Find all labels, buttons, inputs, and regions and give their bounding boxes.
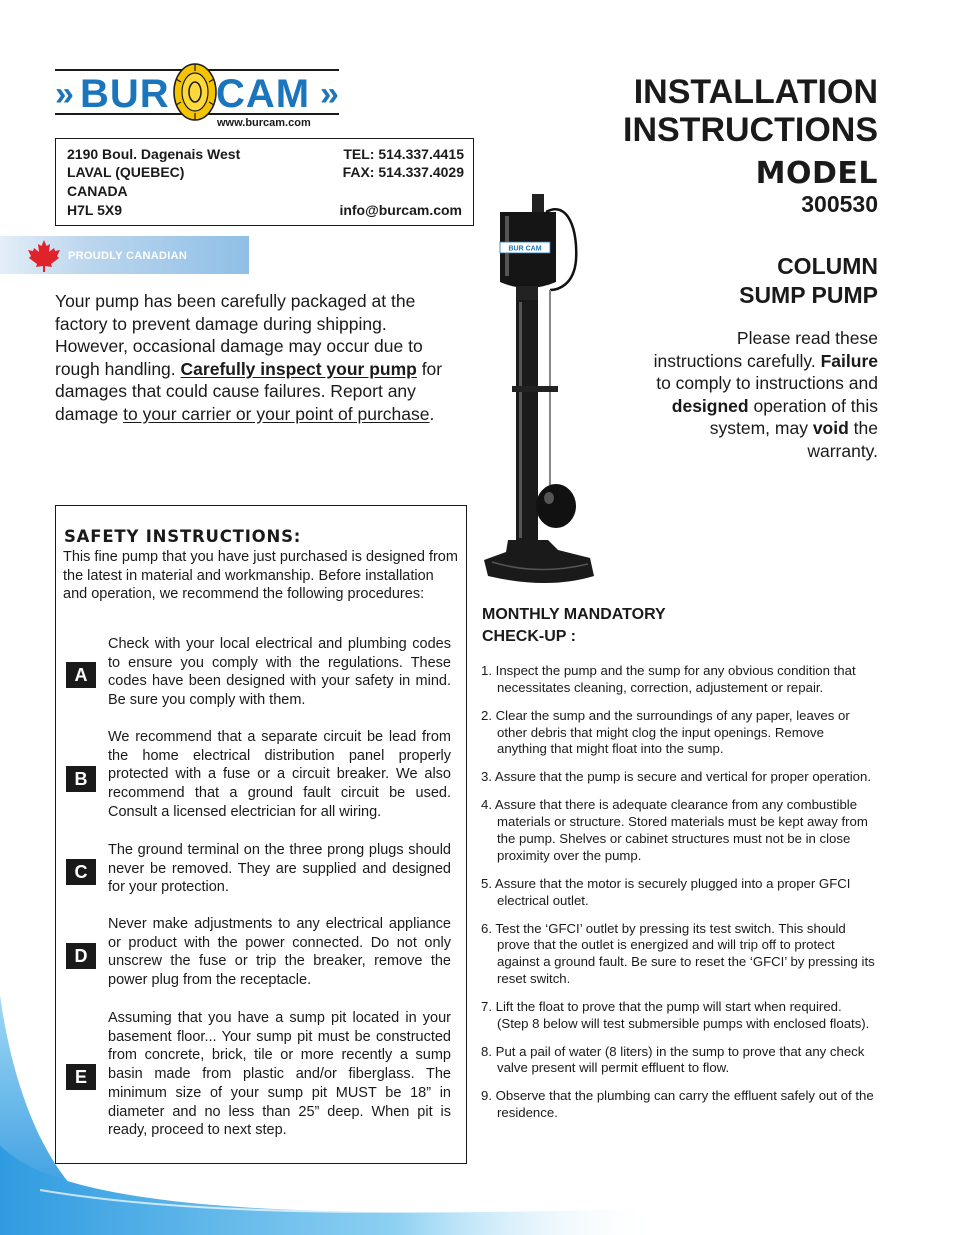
proudly-canadian-label: PROUDLY CANADIAN (68, 250, 188, 262)
intro-text-3: . (429, 403, 435, 424)
intro-text-2: for damages that could cause failures. Report any damage (55, 358, 443, 424)
model-label: MODEL (755, 156, 878, 191)
note-text-3: operation of this system, may (709, 395, 878, 438)
checkup-item: 5. Assure that the motor is securely plugged into a proper GFCI electrical outlet. (481, 875, 851, 908)
logo-gear-icon (172, 62, 218, 122)
logo-right-chevron: » (320, 75, 339, 113)
note-designed: designed (671, 395, 749, 416)
product-type-line2: SUMP PUMP (739, 282, 878, 308)
maple-leaf-icon (27, 239, 61, 273)
note-text-2: to comply to instructions and (656, 373, 878, 393)
address-fax: FAX: 514.337.4029 (342, 164, 464, 180)
logo-word-cam: CAM (216, 72, 311, 116)
checkup-item: 6. Test the ‘GFCI’ outlet by pressing its test switch. This should prove that the outlet is energized and will trip off to protect against a ground fault. Be sure to reset the ‘GFCI’ by pressing its reset switch. (481, 920, 875, 986)
logo-left-chevron: » (55, 75, 74, 113)
intro-inspect-emphasis: Carefully inspect your pump (180, 358, 417, 379)
intro-carrier-emphasis: to your carrier or your point of purchase (123, 403, 430, 424)
safety-item-d: Never make adjustments to any electrical appliance or product with the power connected. Do not only unscrew the fuse or trip the breaker, remove the power plug from the receptacle. (108, 916, 451, 989)
address-city: LAVAL (QUEBEC) (67, 164, 185, 180)
address-tel: TEL: 514.337.4415 (343, 146, 464, 162)
checkup-title-line1: MONTHLY MANDATORY (482, 606, 666, 623)
model-number: 300530 (801, 191, 878, 217)
safety-letter-d: D (66, 943, 96, 969)
safety-letter-a: A (66, 662, 96, 688)
address-email: info@burcam.com (339, 202, 462, 218)
logo-url: www.burcam.com (217, 117, 311, 129)
page-title-line2: INSTRUCTIONS (623, 111, 878, 149)
safety-item-e: Assuming that you have a sump pit located in your basement floor... Your sump pit must be constructed from concrete, brick, tile or more recently a sump basin made from plastic and/or fiberglass. The minimum size of your sump pit MUST be 18” in diameter and no less than 25” deep. When pit is ready, proceed to next step. (108, 1010, 451, 1139)
sump-pump-illustration (478, 190, 608, 590)
product-type-line1: COLUMN (777, 253, 878, 279)
safety-letter-b: B (66, 766, 96, 792)
safety-item-b: We recommend that a separate circuit be lead from the home electrical distribution panel properly protected with a fuse or a circuit breaker. We also recommend that a ground fault circuit be used. Consult a licensed electrician for all wiring. (108, 729, 451, 820)
safety-intro: This fine pump that you have just purchased is designed from the latest in material and workmanship. Before installation and operation, we recommend the following procedures: (63, 549, 458, 602)
checkup-item: 7. Lift the float to prove that the pump will start when required. (Step 8 below will test submersible pumps with enclosed floats). (481, 998, 870, 1031)
address-country: CANADA (67, 183, 128, 199)
safety-item-a: Check with your local electrical and plumbing codes to ensure you comply with the regulations. These codes have been designed with your safety in mind. Be sure you comply with them. (108, 636, 451, 709)
address-street: 2190 Boul. Dagenais West (67, 146, 241, 162)
note-text-1: Please read these instructions carefully. (653, 328, 878, 371)
safety-title: SAFETY INSTRUCTIONS: (64, 527, 302, 546)
pump-badge-text: BUR CAM (508, 245, 542, 253)
checkup-item: 9. Observe that the plumbing can carry the effluent safely out of the residence. (481, 1088, 874, 1121)
safety-item-c: The ground terminal on the three prong plugs should never be removed. They are supplied and designed for your protection. (108, 842, 451, 896)
page-title-line1: INSTALLATION (633, 73, 878, 111)
logo-word-bur: BUR (80, 72, 170, 116)
checkup-item: 4. Assure that there is adequate clearance from any combustible materials or structure. Stored materials must be kept away from the pump. Shelves or cabinet structures must not be in close proximity over the pump. (481, 797, 868, 863)
checkup-item: 2. Clear the sump and the surroundings of any paper, leaves or other debris that might clog the input openings. Remove anything that might float into the sump. (481, 707, 850, 757)
address-postal: H7L 5X9 (67, 202, 122, 218)
intro-text-1: Your pump has been carefully packaged at the factory to prevent damage during shipping. However, occasional damage may occur due to rough handling. (55, 291, 423, 379)
note-void: void (812, 418, 849, 438)
intro-paragraph (55, 290, 455, 425)
note-text-4: the warranty. (807, 418, 878, 461)
checkup-item: 8. Put a pail of water (8 liters) in the sump to prove that any check valve present will permit effluent to flow. (481, 1043, 865, 1076)
checkup-item: 3. Assure that the pump is secure and vertical for proper operation. (481, 769, 871, 785)
note-failure: Failure (820, 350, 878, 371)
checkup-title (482, 604, 742, 648)
safety-letter-c: C (66, 859, 96, 885)
warranty-note (648, 327, 878, 462)
checkup-title-line2: CHECK-UP : (482, 628, 576, 645)
checkup-item: 1. Inspect the pump and the sump for any obvious condition that necessitates cleaning, correction, adjustement or repair. (481, 663, 856, 695)
safety-letter-e: E (66, 1064, 96, 1090)
decorative-wave (0, 995, 954, 1235)
